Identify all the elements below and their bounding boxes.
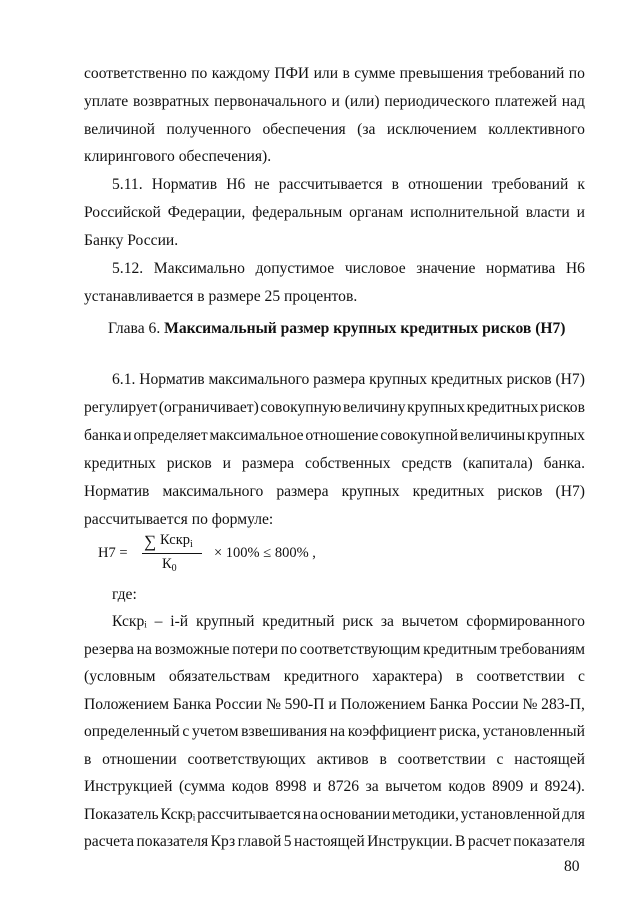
text-line bbox=[84, 750, 585, 769]
word: в bbox=[84, 751, 92, 768]
text-line bbox=[112, 370, 585, 389]
word: каждому bbox=[211, 65, 270, 82]
word: Федерации, bbox=[167, 204, 246, 221]
word: установленный bbox=[482, 723, 585, 740]
word: уплате bbox=[84, 93, 129, 110]
word: настоящей bbox=[294, 833, 365, 850]
word: для bbox=[562, 806, 585, 823]
word: методики, bbox=[392, 806, 459, 823]
text-line bbox=[84, 667, 585, 686]
word: соответствующих bbox=[187, 751, 306, 768]
word: отношение bbox=[305, 427, 379, 444]
word: – bbox=[154, 613, 163, 630]
formula-lhs: Н7 = bbox=[98, 545, 128, 561]
word: Норматив bbox=[139, 371, 205, 388]
word: возвратных bbox=[133, 93, 210, 110]
word: настоящей bbox=[514, 751, 585, 768]
word: Крз bbox=[210, 833, 236, 850]
text-line bbox=[84, 832, 585, 851]
text-line bbox=[84, 120, 585, 139]
word: не bbox=[254, 176, 270, 193]
text-line: устанавливается в размере 25 процентов. bbox=[84, 288, 358, 305]
word: и bbox=[328, 696, 337, 713]
word: сумме bbox=[354, 65, 396, 82]
word: активов bbox=[316, 751, 369, 768]
word: Положением bbox=[84, 696, 170, 713]
word: кредитных bbox=[84, 455, 156, 472]
word: с bbox=[182, 723, 190, 740]
word: характера) bbox=[372, 668, 443, 685]
word: i-й bbox=[170, 613, 189, 630]
word: совокупную bbox=[260, 399, 342, 416]
word: Норматив bbox=[84, 483, 150, 500]
word: обеспечения bbox=[262, 121, 346, 138]
word: на bbox=[302, 806, 319, 823]
word: и bbox=[331, 93, 340, 110]
word: резерва bbox=[84, 641, 134, 658]
word: 8998 bbox=[275, 778, 307, 795]
text-line bbox=[84, 777, 585, 796]
formula-fraction-bar bbox=[142, 553, 202, 554]
word: Банка bbox=[429, 696, 468, 713]
word: № bbox=[265, 696, 281, 713]
word: по bbox=[280, 641, 297, 658]
word: Положением bbox=[340, 696, 426, 713]
word: показателя bbox=[136, 833, 209, 850]
word: Инструкцией bbox=[84, 778, 173, 795]
word: Российской bbox=[84, 204, 161, 221]
word: крупных bbox=[341, 483, 400, 500]
text-line: Банку России. bbox=[84, 232, 179, 249]
word: в bbox=[455, 668, 464, 685]
word: с bbox=[578, 668, 585, 685]
word: величиной bbox=[84, 121, 155, 138]
word: в bbox=[391, 176, 400, 193]
word: кредитных bbox=[466, 399, 539, 416]
word: 590-П bbox=[284, 696, 325, 713]
text-line bbox=[84, 426, 585, 445]
word: и bbox=[313, 778, 322, 795]
word: норматива bbox=[486, 260, 556, 277]
formula-sum-symbol: ∑ bbox=[144, 532, 157, 551]
word: и bbox=[123, 427, 132, 444]
word: требований bbox=[487, 65, 565, 82]
formula-numerator: Кскр$_i$ bbox=[160, 532, 193, 550]
word: регулирует bbox=[84, 399, 158, 416]
word: по bbox=[191, 65, 208, 82]
word: на bbox=[329, 723, 346, 740]
text-line bbox=[84, 722, 585, 741]
text-line bbox=[84, 695, 585, 714]
word: крупных bbox=[369, 371, 428, 388]
text-line bbox=[112, 612, 585, 631]
text-line bbox=[84, 203, 585, 222]
word: вычетом bbox=[401, 613, 459, 630]
word: (капитала) bbox=[462, 455, 533, 472]
word: превышения bbox=[399, 65, 484, 82]
text-line: рассчитывается по формуле: bbox=[84, 511, 274, 528]
text-line bbox=[84, 92, 585, 111]
word: или bbox=[313, 65, 339, 82]
word: кодов bbox=[448, 778, 486, 795]
word: величины bbox=[459, 427, 526, 444]
word: России bbox=[471, 696, 519, 713]
word: 283-П, bbox=[541, 696, 585, 713]
text-line bbox=[84, 398, 585, 417]
word: собственных bbox=[304, 455, 391, 472]
word: вычетом bbox=[385, 778, 442, 795]
word: 8726 bbox=[327, 778, 360, 795]
word: отношении bbox=[102, 751, 177, 768]
word: коллективного bbox=[488, 121, 585, 138]
chapter-title: Максимальный размер крупных кредитных рисков (Н7) bbox=[164, 320, 566, 337]
word: (за bbox=[357, 121, 376, 138]
word: за bbox=[365, 778, 379, 795]
text-line bbox=[112, 259, 585, 278]
word: Кскрᵢ bbox=[112, 613, 147, 630]
word: банка. bbox=[543, 455, 585, 472]
word: кодов bbox=[231, 778, 269, 795]
word: исключением bbox=[386, 121, 477, 138]
word: крупных bbox=[407, 399, 466, 416]
word: за bbox=[380, 613, 394, 630]
text-line bbox=[84, 64, 585, 83]
word: главой bbox=[237, 833, 282, 850]
formula-rhs: × 100% ≤ 800% , bbox=[214, 545, 316, 561]
word: Инструкции. bbox=[367, 833, 453, 850]
word: расчета bbox=[84, 833, 135, 850]
word: России bbox=[215, 696, 263, 713]
text-line bbox=[84, 482, 585, 501]
word: крупный bbox=[195, 613, 255, 630]
word: 6.1. bbox=[112, 371, 136, 388]
word: совокупной bbox=[380, 427, 459, 444]
word: полученного bbox=[166, 121, 252, 138]
word: соответствующим bbox=[299, 641, 421, 658]
word: № bbox=[522, 696, 538, 713]
word: рисков bbox=[497, 483, 543, 500]
word: кредитных bbox=[430, 371, 503, 388]
word: размера bbox=[313, 371, 366, 388]
word: максимальное bbox=[209, 427, 304, 444]
word: 5.12. bbox=[112, 260, 144, 277]
word: платежей bbox=[494, 93, 557, 110]
text-line bbox=[112, 175, 585, 194]
word: риск bbox=[342, 613, 374, 630]
text-line bbox=[84, 805, 585, 824]
word: определяет bbox=[133, 427, 208, 444]
word: исполнительной bbox=[410, 204, 519, 221]
word: кредитных bbox=[412, 483, 485, 500]
word: взвешивания bbox=[241, 723, 328, 740]
word: возможные bbox=[154, 641, 230, 658]
word: 5.11. bbox=[112, 176, 143, 193]
formula-denominator: $К_0$ bbox=[162, 556, 177, 574]
word: крупных bbox=[527, 427, 585, 444]
word: (Н7) bbox=[555, 371, 585, 388]
word: рассчитывается bbox=[278, 176, 383, 193]
word: 8924). bbox=[544, 778, 585, 795]
word: потери bbox=[232, 641, 279, 658]
word: в bbox=[379, 751, 387, 768]
word: установленной bbox=[460, 806, 561, 823]
word: определенный bbox=[84, 723, 180, 740]
word: Максимально bbox=[153, 260, 245, 277]
word: Норматив bbox=[151, 176, 218, 193]
word: Н6 bbox=[565, 260, 585, 277]
word: и bbox=[529, 778, 539, 795]
word: кредитным bbox=[423, 641, 497, 658]
word: Кскрᵢ bbox=[160, 806, 196, 823]
word: риска, bbox=[438, 723, 481, 740]
word: (сумма bbox=[178, 778, 226, 795]
word: учетом bbox=[191, 723, 239, 740]
word: по bbox=[568, 65, 585, 82]
word: основании bbox=[319, 806, 391, 823]
word: кредитного bbox=[283, 668, 359, 685]
word: значение bbox=[416, 260, 476, 277]
word: максимального bbox=[208, 371, 310, 388]
word: федеральным bbox=[252, 204, 343, 221]
page-number: 80 bbox=[564, 858, 580, 875]
word: к bbox=[577, 176, 585, 193]
word: кредитный bbox=[262, 613, 335, 630]
word: средств bbox=[401, 455, 452, 472]
word: и bbox=[222, 455, 231, 472]
word: (ограничивает) bbox=[158, 399, 259, 416]
text-line bbox=[84, 454, 585, 473]
word: величину bbox=[342, 399, 406, 416]
word: на bbox=[136, 641, 152, 658]
word: (условным bbox=[84, 668, 156, 685]
word: первоначального bbox=[214, 93, 327, 110]
word: периодического bbox=[384, 93, 490, 110]
word: сформированного bbox=[466, 613, 585, 630]
word: требованиям bbox=[499, 641, 585, 658]
word: максимального bbox=[162, 483, 264, 500]
word: соответствии bbox=[397, 751, 486, 768]
word: отношении bbox=[408, 176, 483, 193]
word: соответственно bbox=[84, 65, 187, 82]
chapter-heading bbox=[108, 319, 566, 338]
word: Показатель bbox=[84, 806, 159, 823]
word: расчет bbox=[467, 833, 511, 850]
word: (или) bbox=[344, 93, 380, 110]
word: власти bbox=[525, 204, 570, 221]
word: Н6 bbox=[226, 176, 246, 193]
word: В bbox=[455, 833, 466, 850]
text-line: где: bbox=[112, 586, 137, 603]
word: числовое bbox=[344, 260, 406, 277]
word: Банка bbox=[172, 696, 212, 713]
formula-n7 bbox=[98, 530, 428, 582]
word: рисков bbox=[539, 399, 585, 416]
word: размера bbox=[276, 483, 329, 500]
word: органам bbox=[349, 204, 404, 221]
text-line: клирингового обеспечения). bbox=[84, 148, 272, 165]
word: 5 bbox=[283, 833, 292, 850]
word: с bbox=[496, 751, 504, 768]
word: обязательствам bbox=[168, 668, 271, 685]
word: в bbox=[342, 65, 350, 82]
word: 8909 bbox=[492, 778, 524, 795]
word: рисков bbox=[506, 371, 552, 388]
word: размера bbox=[241, 455, 295, 472]
word: рисков bbox=[166, 455, 212, 472]
text-line bbox=[84, 640, 585, 659]
word: коэффициент bbox=[347, 723, 437, 740]
word: и bbox=[576, 204, 585, 221]
word: (Н7) bbox=[555, 483, 585, 500]
word: над bbox=[561, 93, 585, 110]
chapter-prefix: Глава 6. bbox=[108, 320, 161, 337]
word: допустимое bbox=[255, 260, 335, 277]
word: требований bbox=[491, 176, 569, 193]
word: соответствии bbox=[476, 668, 565, 685]
word: ПФИ bbox=[274, 65, 310, 82]
word: показателя bbox=[513, 833, 585, 850]
word: банка bbox=[84, 427, 122, 444]
word: рассчитывается bbox=[197, 806, 301, 823]
